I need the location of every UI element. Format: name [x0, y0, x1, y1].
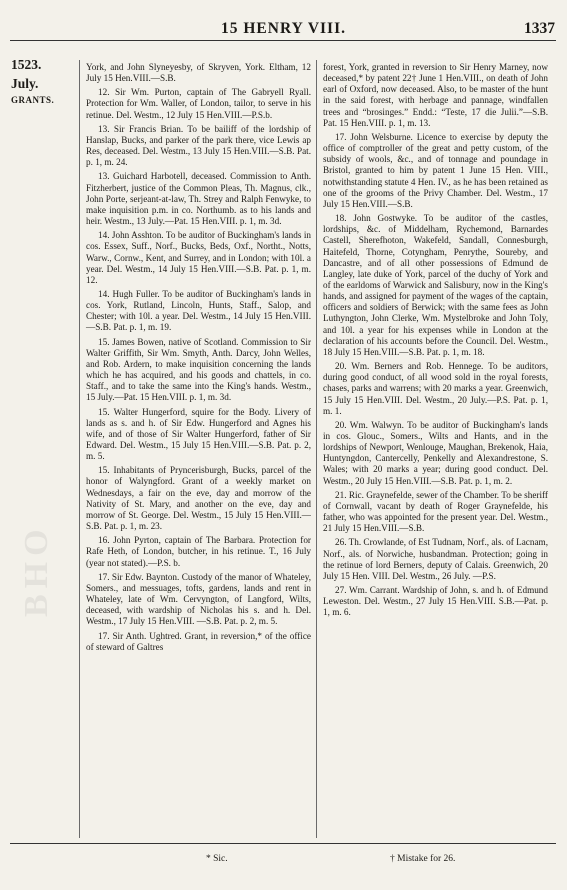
entry: 13. Guichard Harbotell, deceased. Commission to Anth. Fitzherbert, justice of the Common Pleas, Th. Magnus, clk., John Porte, serjeant-at-law, Th. Strey and Ralph Fenwyke, to make inquisition p.m. in co. Northumb. as to his lands and heir. Westm., 13 July.—Pat. 15 Hen.VIII. p. 1, m. 3d. [86, 171, 311, 227]
entry: 15. James Bowen, native of Scotland. Commission to Sir Walter Griffith, Sir Wm. Smyth, Anth. Darcy, John Welles, and Rob. Ardern, to make inquisition concerning the lands which he has acquired, and his goods and chattels, in co. Staff., and to take the same into the King's hands. Westm., 15 July.—Pat. 15 Hen.VIII. p. 1, m. 3d. [86, 336, 311, 403]
entry: 13. Sir Francis Brian. To be bailiff of the lordship of Hanslap, Bucks, and parker of the park there, vice Lewis ap Res, deceased. Del. Westm., 13 July 15 Hen.VIII.—S.B. Pat. p. 1, m. 24. [86, 123, 311, 168]
running-title: 15 HENRY VIII. [221, 20, 346, 37]
watermark-stamp: BHO [18, 523, 55, 617]
entry-continued: York, and John Slyneyesby, of Skryven, York. Eltham, 12 July 15 Hen.VIII.—S.B. [86, 62, 311, 84]
entry: 20. Wm. Walwyn. To be auditor of Buckingham's lands in cos. Glouc., Somers., Wilts and Hants, and in the lordships of Newport, Wenlouge, Maughan, Brekenok, Haia, Huntyngdon, Cantercelly, Penkelly and Alexandrestone, S. Wales; with 20 marks a year; during good conduct. Del. Westm., 20 July 15 Hen.VIII.—S.B. Pat. p. 1, m. 2. [323, 419, 548, 486]
footnote-mistake: † Mistake for 26. [390, 854, 456, 864]
left-column [86, 62, 311, 656]
margin-month: July. [11, 76, 39, 91]
header-rule [10, 40, 556, 41]
entry: 14. Hugh Fuller. To be auditor of Buckingham's lands in cos. York, Rutland, Lincoln, Hunts, Staff., Salop, and Chester; with 10l. a year. Del. Westm., 14 July 15 Hen.VIII.—S.B. Pat. p. 1, m. 19. [86, 288, 311, 333]
entry: 14. John Asshton. To be auditor of Buckingham's lands in cos. Essex, Suff., Norf., Bucks, Beds, Oxf., Northt., Notts, Warw., Cornw., Kent, and Surrey, and in London; with 10l. a year. Del. Westm., 14 July 15 Hen.VIII.—S.B. Pat. p. 1, m. 12. [86, 230, 311, 285]
entry: 15. Walter Hungerford, squire for the Body. Livery of lands as s. and h. of Sir Edw. Hungerford and Agnes his wife, and of those of Sir Walter Hungerford, father of Sir Edward. Del. Westm., 15 July 15 Hen.VIII.—S.B. Pat. p. 2, m. 5. [86, 406, 311, 462]
margin-section: GRANTS. [11, 95, 55, 105]
footnote-sic: * Sic. [206, 854, 228, 864]
margin-year: 1523. [11, 57, 42, 72]
entry-continued: forest, York, granted in reversion to Sir Henry Marney, now deceased,* by patent 22† June 1 Hen.VIII., on death of John earl of Oxford, now deceased. Also, to be master of the hunt in the said forest, with herbage and pannage, windfallen trees and “brosinges.” Endd.: “Teste, 17 die Julii.”—S.B. Pat. 15 Hen.VIII. p. 1, m. 13. [323, 62, 548, 128]
entry: 17. Sir Edw. Baynton. Custody of the manor of Whateley, Somers., and messuages, tofts, gardens, lands and rent in Whateley, late of Wm. Cervyngton, of Langford, Wilts, deceased, with wardship of Nicholas his s. and h. Del. Westm., 17 July 15 Hen.VIII. —S.B. Pat. p. 2, m. 5. [86, 571, 311, 627]
entry: 17. John Welsburne. Licence to exercise by deputy the office of comptroller of the great and petty custom, of the subsidy of wools, &c., and of tonnage and poundage in Bristol, granted to him by patent 1 June 15 Hen. VIII., notwithstanding statute 4 Hen. IV., as he has been retained as one of the grooms of the Privy Chamber. Del. Westm., 17 July 15 Hen.VIII.—S.B. [323, 131, 548, 209]
right-column [323, 62, 548, 622]
entry: 17. Sir Anth. Ughtred. Grant, in reversion,* of the office of steward of Galtres [86, 630, 311, 652]
entry: 15. Inhabitants of Pryncerisburgh, Bucks, parcel of the honor of Walyngford. Grant of a weekly market on Wednesdays, a fair on the eve, day and morrow of the Nativity of St. Mary, and another on the eve, day and morrow of St. George. Del. Westm., 15 July 15 Hen.VIII.—S.B. Pat. p. 1, m. 23. [86, 465, 311, 532]
entry: 18. John Gostwyke. To be auditor of the castles, lordships, &c. of Middelham, Rychemond, Barnardes Castell, Sherefhoton, Wakefeld, Sandall, Connesburgh, Haitefeld, Thorne, Cotyngham, Penrythe, Soureby, and Dancastre, and of all other possessions of Edmund de Langley, late duke of York, parcel of the duchy of York and of the earldoms of Warwick and Salisbury, now in the King's hands, and assigned for payment of the wages of the captain, officers and soldiers of Berwick; with the same fees as John Luthyngton, John Clerke, Wm. Mystelbroke and John Toly, and 10l. a year for his expenses while in London at the declaration of his accounts before the Council. Del. Westm., 18 July 15 Hen.VIII.—S.B. Pat. p. 1, m. 18. [323, 213, 548, 357]
entry: 12. Sir Wm. Purton, captain of The Gabryell Ryall. Protection for Wm. Waller, of London, tailor, to serve in his retinue. Del. Westm., 12 July 15 Hen.VIII.—P.S.b. [86, 87, 311, 120]
entry: 16. John Pyrton, captain of The Barbara. Protection for Rafe Heth, of London, butcher, in his retinue. T., 16 July (year not stated).—P.S. b. [86, 535, 311, 568]
column-divider-left [79, 60, 80, 838]
footer-rule [10, 843, 556, 844]
entry: 21. Ric. Graynefelde, sewer of the Chamber. To be sheriff of Cornwall, vacant by death of Roger Graynefelde, his father, who was appointed for the present year. Del. Westm., 21 July 15 Hen.VIII.—S.B. [323, 489, 548, 534]
column-divider-middle [316, 60, 317, 838]
entry: 27. Wm. Carrant. Wardship of John, s. and h. of Edmund Leweston. Del. Westm., 27 July 15 Hen.VIII. S.B.—Pat. p. 1, m. 6. [323, 585, 548, 618]
page-number: 1337 [524, 20, 555, 37]
entry: 26. Th. Crowlande, of Est Tudnam, Norf., als. of Lacnam, Norf., als. of Norwiche, husbandman. Protection; going in the retinue of lord Berners, deputy of Calais. Greenwich, 20 July 15 Hen. VIII. Del. Westm., 26 July. —P.S. [323, 537, 548, 581]
entry: 20. Wm. Berners and Rob. Hennege. To be auditors, during good conduct, of all wood sold in the royal forests, chases, parks and warrens; with 20 marks a year. Greenwich, 15 July 15 Hen.VIII. Del. Westm., 20 July.—P.S. Pat. p. 1, m. 1. [323, 361, 548, 416]
